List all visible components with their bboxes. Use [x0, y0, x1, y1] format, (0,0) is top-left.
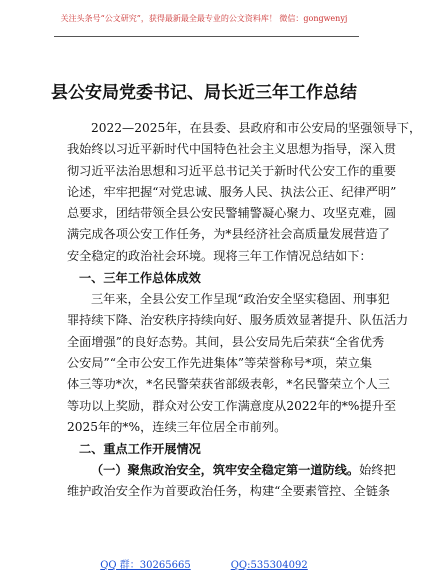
section1-line: 2025年的*%，连续三年位居全市前列。	[67, 419, 287, 434]
section2-line: 维护政治安全作为首要政治任务，构建“全要素管控、全链条	[67, 484, 391, 499]
footer-qq[interactable]: QQ:535304092	[230, 560, 308, 571]
footer-qq-group[interactable]: QQ 群：30265665	[100, 560, 191, 571]
intro-line: 安全稳定的政治社会环境。现将三年工作情况总结如下：	[67, 248, 372, 263]
footer-contacts	[0, 560, 408, 572]
header-divider	[54, 36, 359, 37]
intro-paragraph	[67, 118, 421, 267]
section1-line: 罪持续下降、治安秩序持续向好、服务质效显著提升、队伍活力	[67, 313, 409, 328]
intro-line: 满完成各项公安工作任务，为*县经济社会高质量发展营造了	[67, 227, 390, 242]
intro-line: 我始终以习近平新时代中国特色社会主义思想为指导，深入贯	[67, 142, 397, 157]
section1-line: 三年来，全县公安工作呈现“政治安全坚实稳固、刑事犯	[91, 292, 390, 307]
intro-line: 2022—2025年，在县委、县政府和市公安局的坚强领导下，	[91, 121, 421, 135]
subsection-heading-1: （一）聚焦政治安全，筑牢安全稳定第一道防线。	[91, 463, 360, 478]
document-title: 县公安局党委书记、局长近三年工作总结	[51, 83, 357, 103]
intro-line: 总要求，团结带领全县公安民警辅警凝心聚力、攻坚克难，圆	[67, 206, 397, 221]
header-promo: 关注头条号“公文研究”，获得最新最全最专业的公文资料库！ 微信：gongwenyj	[60, 14, 348, 23]
intro-line: 论述，牢牢把握“对党忠诚、服务人民、执法公正、纪律严明”	[67, 184, 397, 199]
subsection-line	[67, 460, 396, 481]
document-body	[67, 118, 421, 503]
section-heading-2: 二、重点工作开展情况	[79, 442, 201, 457]
intro-line: 彻习近平法治思想和习近平总书记关于新时代公安工作的重要	[67, 163, 397, 178]
section1-line: 体三等功*次，*名民警荣获省部级表彰，*名民警荣立个人三	[67, 377, 390, 392]
section1-paragraph	[67, 289, 409, 438]
section1-line: 等功以上奖励，群众对公安工作满意度从2022年的*%提升至	[67, 398, 397, 413]
section-heading-1: 一、三年工作总体成效	[79, 271, 201, 286]
section1-line: 全面增强”的良好态势。其间，县公安局先后荣获“全省优秀	[67, 334, 385, 349]
section1-line: 公安局”“全市公安工作先进集体”等荣誉称号*项，荣立集	[67, 355, 373, 370]
subsection-tail: 始终把	[359, 463, 396, 478]
